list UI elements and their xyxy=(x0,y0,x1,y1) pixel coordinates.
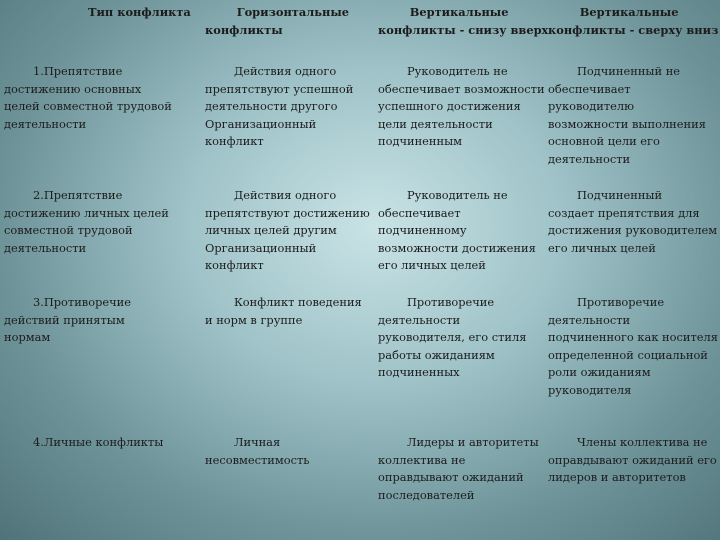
row-2-type: 2.Препятствие достижению личных целей совместной трудовой деятельности xyxy=(4,188,169,255)
row-4-horizontal: Личная несовместимость xyxy=(205,435,310,467)
header-type: Тип конфликта xyxy=(88,5,191,19)
row-3-type: 3.Противоречие действий принятым нормам xyxy=(4,295,131,345)
row-1-vertical-down: Подчиненный не обеспечивает руководителю возможности выполнения основной цели его деятельности xyxy=(548,64,706,166)
row-3-vertical-up: Противоречие деятельности руководителя, его стиля работы ожиданиям подчиненных xyxy=(378,295,527,380)
row-4-vertical-down: Члены коллектива не оправдывают ожиданий его лидеров и авторитетов xyxy=(548,435,717,485)
row-2-horizontal: Действия одного препятствуют достижению личных целей другим Организационный конфликт xyxy=(205,188,370,273)
row-2-vertical-up: Руководитель не обеспечивает подчиненному возможности достижения его личных целей xyxy=(378,188,536,273)
row-1-type: 1.Препятствие достижению основных целей совместной трудовой деятельности xyxy=(4,64,172,131)
row-3-horizontal: Конфликт поведения и норм в группе xyxy=(205,295,362,327)
row-4-vertical-up: Лидеры и авторитеты коллектива не оправдывают ожиданий последователей xyxy=(378,435,539,502)
row-4-type: 4.Личные конфликты xyxy=(4,435,164,449)
header-vertical-down: Вертикальные конфликты - сверху вниз xyxy=(548,5,719,37)
header-horizontal: Горизонтальные конфликты xyxy=(205,5,350,37)
row-1-horizontal: Действия одного препятствуют успешной деятельности другого Организационный конфликт xyxy=(205,64,354,149)
row-2-vertical-down: Подчиненный создает препятствия для достижения руководителем его личных целей xyxy=(548,188,718,255)
header-vertical-up: Вертикальные конфликты - снизу вверх xyxy=(378,5,549,37)
row-3-vertical-down: Противоречие деятельности подчиненного как носителя определенной социальной роли ожиданиям руководителя xyxy=(548,295,718,397)
row-1-vertical-up: Руководитель не обеспечивает возможности успешного достижения цели деятельности подчиненным xyxy=(378,64,545,149)
